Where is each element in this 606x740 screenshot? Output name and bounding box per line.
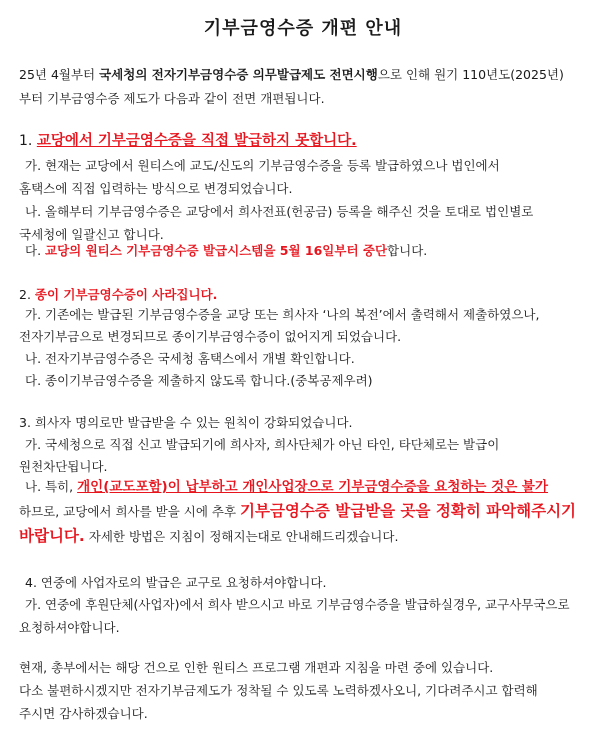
section-3-emphasis-1: 개인(교도포함)이 납부하고 개인사업장으로 기부금영수증을 요청하는 것은 불가 (77, 479, 549, 495)
section-1-heading (19, 132, 599, 150)
section-3-heading: 3. 희사자 명의로만 발급받을 수 있는 원칙이 강화되었습니다. (19, 415, 353, 430)
section-4-item-a-line-2: 요청하셔야합니다. (19, 620, 120, 635)
section-1-item-b-line-2: 국세청에 일괄신고 합니다. (19, 227, 164, 242)
item-prefix: 나. 특히, (25, 479, 78, 494)
section-4-item-a-line-1: 가. 연중에 후원단체(사업자)에서 희사 받으시고 바로 기부금영수증을 발급하실경우, 교구사무국으로 (25, 597, 570, 612)
section-2-item-c: 다. 종이기부금영수증을 제출하지 않도록 합니다.(중복공제우려) (25, 373, 373, 388)
intro-bold-text: 국세청의 전자기부금영수증 의무발급제도 전면시행 (99, 67, 378, 82)
section-1-item-a-line-2: 홈택스에 직접 입력하는 방식으로 변경되었습니다. (19, 181, 293, 196)
section-3-item-b-line-2 (19, 502, 599, 521)
intro-text: 으로 인해 원기 110년도(2025년) (377, 67, 564, 82)
section-3-item-a-line-1: 가. 국세청으로 직접 신고 발급되기에 희사자, 희사단체가 아닌 타인, 타단체로는 발급이 (25, 437, 500, 452)
section-2-item-b: 나. 전자기부금영수증은 국세청 홈택스에서 개별 확인합니다. (25, 351, 355, 366)
section-1-item-c-emphasis: 교당의 원티스 기부금영수증 발급시스템을 5월 16일부터 중단 (45, 243, 388, 258)
section-1-item-c (25, 242, 605, 260)
section-2-item-a-line-2: 전자기부금으로 변경되므로 종이기부금영수증이 없어지게 되었습니다. (19, 329, 402, 344)
section-2-title: 종이 기부금영수증이 사라집니다. (34, 287, 218, 302)
section-3-item-a-line-2: 원천차단됩니다. (19, 459, 108, 474)
closing-line-2: 다소 불편하시겠지만 전자기부금제도가 정착될 수 있도록 노력하겠사오니, 기다려주시고 합력해 (19, 683, 538, 698)
section-1-title: 교당에서 기부금영수증을 직접 발급하지 못합니다. (36, 133, 357, 149)
section-1-item-b-line-1: 나. 올해부터 기부금영수증은 교당에서 희사전표(헌공금) 등록을 해주신 것을 토대로 법인별로 (25, 204, 534, 219)
section-2-item-a-line-1: 가. 기존에는 발급된 기부금영수증을 교당 또는 희사자 ‘나의 복전’에서 출력해서 제출하였으나, (25, 307, 540, 322)
item-suffix: 합니다. (387, 243, 428, 258)
section-3-emphasis-3: 바랍니다. (19, 527, 85, 545)
item-text: 자세한 방법은 지침이 정해지는대로 안내해드리겠습니다. (84, 529, 399, 544)
intro-line-1 (19, 66, 599, 84)
section-3-item-b-line-3 (19, 527, 599, 546)
section-3-item-b-line-1 (25, 478, 605, 496)
section-2-heading (19, 286, 599, 304)
section-4-heading: 4. 연중에 사업자로의 발급은 교구로 요청하셔야합니다. (25, 575, 327, 590)
page-title: 기부금영수증 개편 안내 (203, 18, 403, 39)
intro-line-2: 부터 기부금영수증 제도가 다음과 같이 전면 개편됩니다. (19, 91, 325, 106)
section-1-item-a-line-1: 가. 현재는 교당에서 원티스에 교도/신도의 기부금영수증을 등록 발급하였으나 법인에서 (25, 158, 500, 173)
section-number: 2. (19, 287, 35, 302)
intro-text: 25년 4월부터 (19, 67, 100, 82)
section-number: 1. (19, 133, 37, 149)
closing-line-1: 현재, 총부에서는 해당 건으로 인한 원티스 프로그램 개편과 지침을 마련 중에 있습니다. (19, 660, 494, 675)
item-text: 하므로, 교당에서 희사를 받을 시에 추후 (19, 504, 241, 519)
item-prefix: 다. (25, 243, 46, 258)
section-3-emphasis-2: 기부금영수증 발급받을 곳을 정확히 파악해주시기 (240, 502, 577, 520)
closing-line-3: 주시면 감사하겠습니다. (19, 706, 148, 721)
